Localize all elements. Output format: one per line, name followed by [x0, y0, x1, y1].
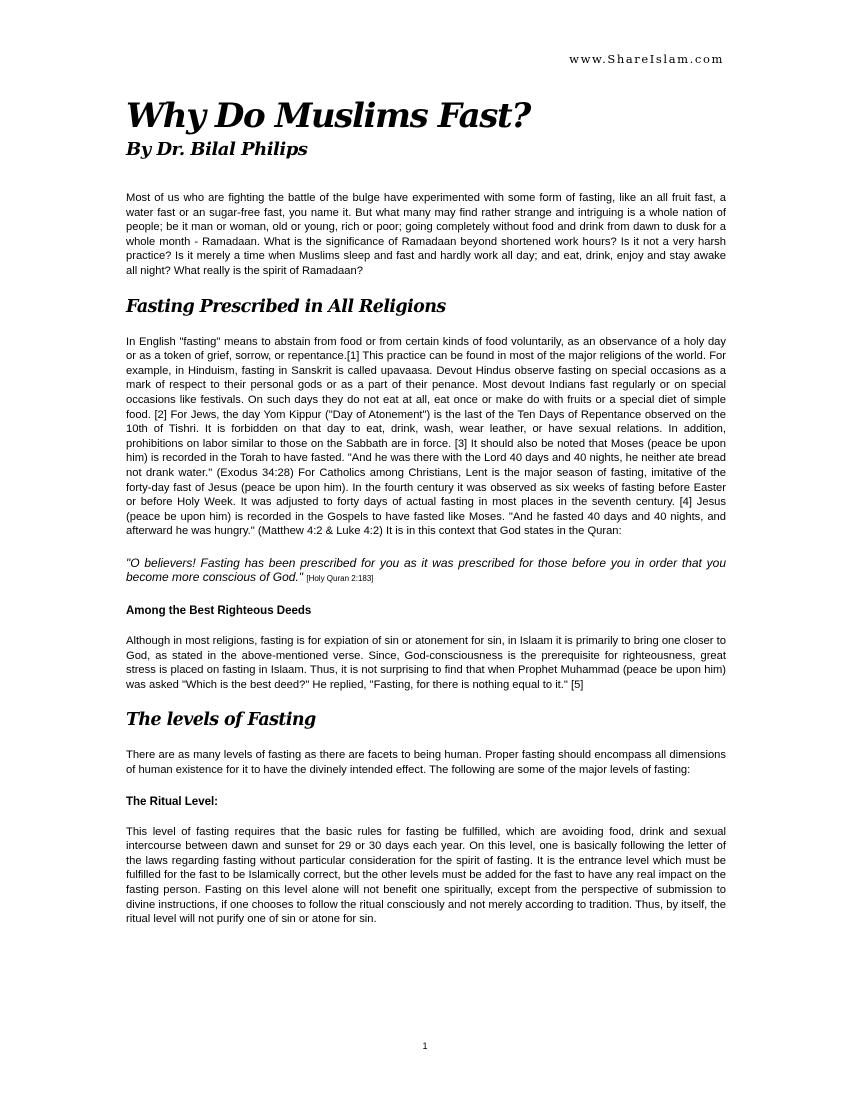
paragraph-best-deeds: Although in most religions, fasting is for expiation of sin or atonement for sin, in Islaam it is primarily to bring one closer to God, as stated in the above-mentioned verse. Since, God-consciousness is the prerequisite for righteousness, great stress is placed on fasting in Islaam. Thus, it is not surprising to find that when Prophet Muhammad (peace be upon him) was asked "Which is the best deed?" He replied, "Fasting, for there is nothing equal to it." [5] — [126, 635, 726, 691]
quran-quote — [126, 556, 726, 587]
paragraph-ritual-level: This level of fasting requires that the basic rules for fasting be fulfilled, which are avoiding food, drink and sexual intercourse between dawn and sunset for 29 or 30 days each year. On this level, one is basically following the letter of the laws regarding fasting without particular consideration for the spirit of fasting. It is the entrance level which must be fulfilled for the fast to be Islamically correct, but the other levels must be added for the fast to have any real impact on the fasting person. Fasting on this level alone will not benefit one spiritually, except from the perspective of submission to divine instructions, if one chooses to follow the ritual consciously and not merely according to tradition. Thus, by itself, the ritual level will not purify one of sin or atone for sin. — [126, 825, 726, 926]
article-body — [126, 191, 726, 944]
subheading-best-deeds: Among the Best Righteous Deeds — [126, 605, 312, 618]
section-heading-fasting-prescribed: Fasting Prescribed in All Religions — [126, 296, 446, 317]
quote-reference: [Holy Quran 2:183] — [306, 574, 374, 584]
site-url: www.ShareIslam.com — [569, 52, 724, 66]
document-title: Why Do Muslims Fast? — [126, 96, 530, 136]
page-number: 1 — [422, 1041, 428, 1051]
section-heading-levels-of-fasting: The levels of Fasting — [126, 710, 316, 731]
author-byline: By Dr. Bilal Philips — [126, 139, 308, 160]
section-paragraph-fasting-prescribed: In English "fasting" means to abstain from food or from certain kinds of food voluntarily, as an observance of a holy day or as a token of grief, sorrow, or repentance.[1] This practice can be found in most of the major religions of the world. For example, in Hinduism, fasting in Sanskrit is called upavaasa. Devout Hindus observe fasting on special occasions as a mark of respect to their personal gods or as a part of their penance. Most devout Indians fast regularly or on special occasions like festivals. On such days they do not eat at all, eat once or make do with fruits or a special diet of simple food. [2] For Jews, the day Yom Kippur ("Day of Atonement") is the last of the Ten Days of Repentance observed on the 10th of Tishri. It is forbidden on that day to eat, drink, wash, wear leather, or have sexual relations. In addition, prohibitions on labor similar to those on the Sabbath are in force. [3] It should also be noted that Moses (peace be upon him) is recorded in the Torah to have fasted. "And he was there with the Lord 40 days and 40 nights, he neither ate bread not drank water." (Exodus 34:28) For Catholics among Christians, Lent is the major season of fasting, imitative of the forty-day fast of Jesus (peace be upon him). In the fourth century it was observed as six weeks of fasting before Easter or before Holy Week. It was adjusted to forty days of actual fasting in most places in the seventh century. [4] Jesus (peace be upon him) is recorded in the Gospels to have fasted like Moses. "And he fasted 40 days and 40 nights, and afterward he was hungry." (Matthew 4:2 & Luke 4:2) It is in this context that God states in the Quran: — [126, 335, 726, 538]
paragraph-levels-of-fasting: There are as many levels of fasting as there are facets to being human. Proper fasting should encompass all dimensions of human existence for it to have the divinely intended effect. The following are some of the major levels of fasting: — [126, 749, 726, 777]
quote-text: "O believers! Fasting has been prescribed for you as it was prescribed for those before you in order that you become more conscious of God." — [126, 555, 726, 585]
intro-paragraph: Most of us who are fighting the battle of the bulge have experimented with some form of fasting, like an all fruit fast, a water fast or an sugar-free fast, you name it. But what many may find rather strange and intriguing is a whole nation of people; be it man or woman, old or young, rich or poor; going completely without food and drink from dawn to dusk for a whole month - Ramadaan. What is the significance of Ramadaan beyond shortened work hours? Is it not a very harsh practice? Is it merely a time when Muslims sleep and fast and hardly work all day; and eat, drink, enjoy and stay awake all night? What really is the spirit of Ramadaan? — [126, 192, 726, 277]
subheading-ritual-level: The Ritual Level: — [126, 795, 219, 808]
